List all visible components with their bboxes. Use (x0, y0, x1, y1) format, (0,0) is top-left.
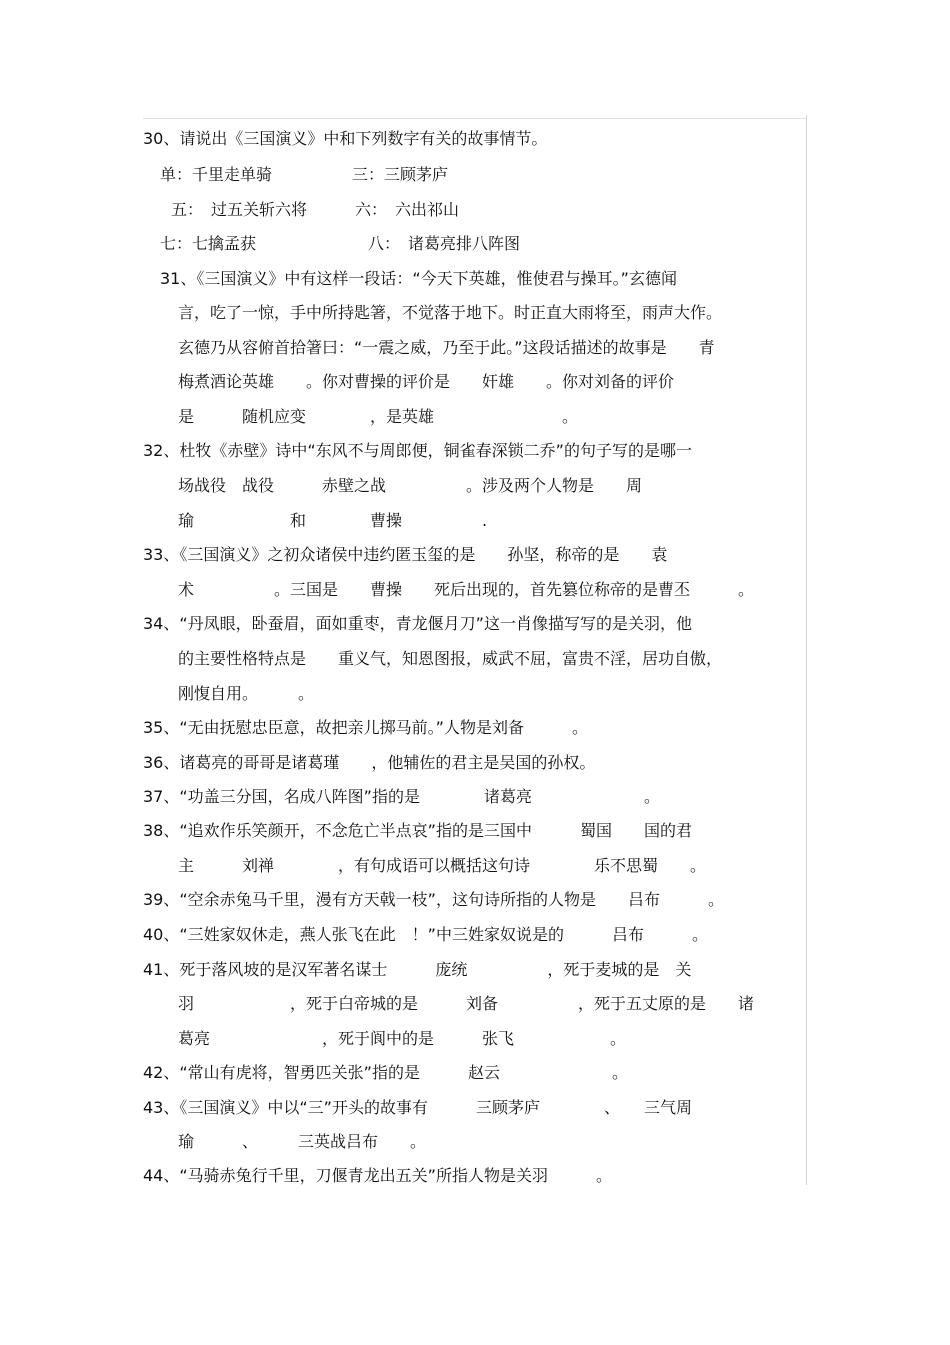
question-32-line-3: 瑜 和 曹操 . (178, 511, 488, 530)
question-42: 42、“常山有虎将，智勇匹关张”指的是 赵云 。 (143, 1063, 628, 1082)
question-38-line-2: 主 刘禅 ，有句成语可以概括这句诗 乐不思蜀 。 (178, 856, 707, 875)
question-44: 44、“马骑赤兔行千里，刀偃青龙出五关”所指人物是关羽 。 (143, 1166, 612, 1185)
question-31-line-5: 是 随机应变 ，是英雄 。 (178, 407, 579, 426)
question-33-line-2: 术 。三国是 曹操 死后出现的，首先篡位称帝的是曹丕 。 (178, 580, 755, 599)
answer-30-wu-liu: 五： 过五关斩六将 六： 六出祁山 (171, 200, 460, 219)
question-32-line-1: 32、杜牧《赤壁》诗中“东风不与周郎便，铜雀春深锁二乔”的句子写的是哪一 (143, 441, 692, 460)
question-30: 30、请说出《三国演义》中和下列数字有关的故事情节。 (143, 129, 548, 148)
question-31-line-4: 梅煮酒论英雄 。你对曹操的评价是 奸雄 。你对刘备的评价 (178, 372, 675, 391)
question-31-line-3: 玄德乃从容俯首拾箸曰：“一震之威，乃至于此。”这段话描述的故事是 青 (178, 338, 715, 357)
question-35: 35、“无由抚慰忠臣意，故把亲儿掷马前。”人物是刘备 。 (143, 718, 588, 737)
top-rule (143, 118, 806, 119)
question-36: 36、诸葛亮的哥哥是诸葛瑾 ，他辅佐的君主是吴国的孙权。 (143, 753, 596, 772)
answer-30-qi-ba: 七：七擒孟获 八： 诸葛亮排八阵图 (160, 234, 521, 253)
question-31-line-1: 31、《三国演义》中有这样一段话：“今天下英雄，惟使君与操耳。”玄德闻 (160, 269, 677, 288)
question-37: 37、“功盖三分国，名成八阵图”指的是 诸葛亮 。 (143, 787, 660, 806)
question-31-line-2: 言，吃了一惊，手中所持匙箸，不觉落于地下。时正直大雨将至，雨声大作。 (178, 303, 723, 322)
right-border (806, 115, 807, 1185)
question-41-line-2: 羽 ，死于白帝城的是 刘备 ，死于五丈原的是 诸 (178, 994, 755, 1013)
question-41-line-3: 葛亮 ，死于阆中的是 张飞 。 (178, 1029, 627, 1048)
question-33-line-1: 33、《三国演义》之初众诸侯中违约匿玉玺的是 孙坚，称帝的是 袁 (143, 545, 668, 564)
question-38-line-1: 38、“追欢作乐笑颜开，不念危亡半点哀”指的是三国中 蜀国 国的君 (143, 821, 692, 840)
question-39: 39、“空余赤兔马千里，漫有方天戟一枝”，这句诗所指的人物是 吕布 。 (143, 890, 724, 909)
question-40: 40、“三姓家奴休走，燕人张飞在此 ！”中三姓家奴说是的 吕布 。 (143, 925, 708, 944)
question-41-line-1: 41、死于落风坡的是汉军著名谋士 庞统 ，死于麦城的是 关 (143, 960, 692, 979)
answer-30-dan-san: 单：千里走单骑 三：三顾茅庐 (160, 165, 449, 184)
question-34-line-2: 的主要性格特点是 重义气，知恩图报，威武不屈，富贵不淫，居功自傲， (178, 649, 723, 668)
question-34-line-3: 刚愎自用。 。 (178, 684, 315, 703)
question-32-line-2: 场战役 战役 赤壁之战 。涉及两个人物是 周 (178, 476, 643, 495)
question-43-line-1: 43、《三国演义》中以“三”开头的故事有 三顾茅庐 、 三气周 (143, 1098, 692, 1117)
question-43-line-2: 瑜 、 三英战吕布 。 (178, 1132, 427, 1151)
question-34-line-1: 34、“丹凤眼，卧蚕眉，面如重枣，青龙偃月刀”这一肖像描写写的是关羽，他 (143, 614, 692, 633)
